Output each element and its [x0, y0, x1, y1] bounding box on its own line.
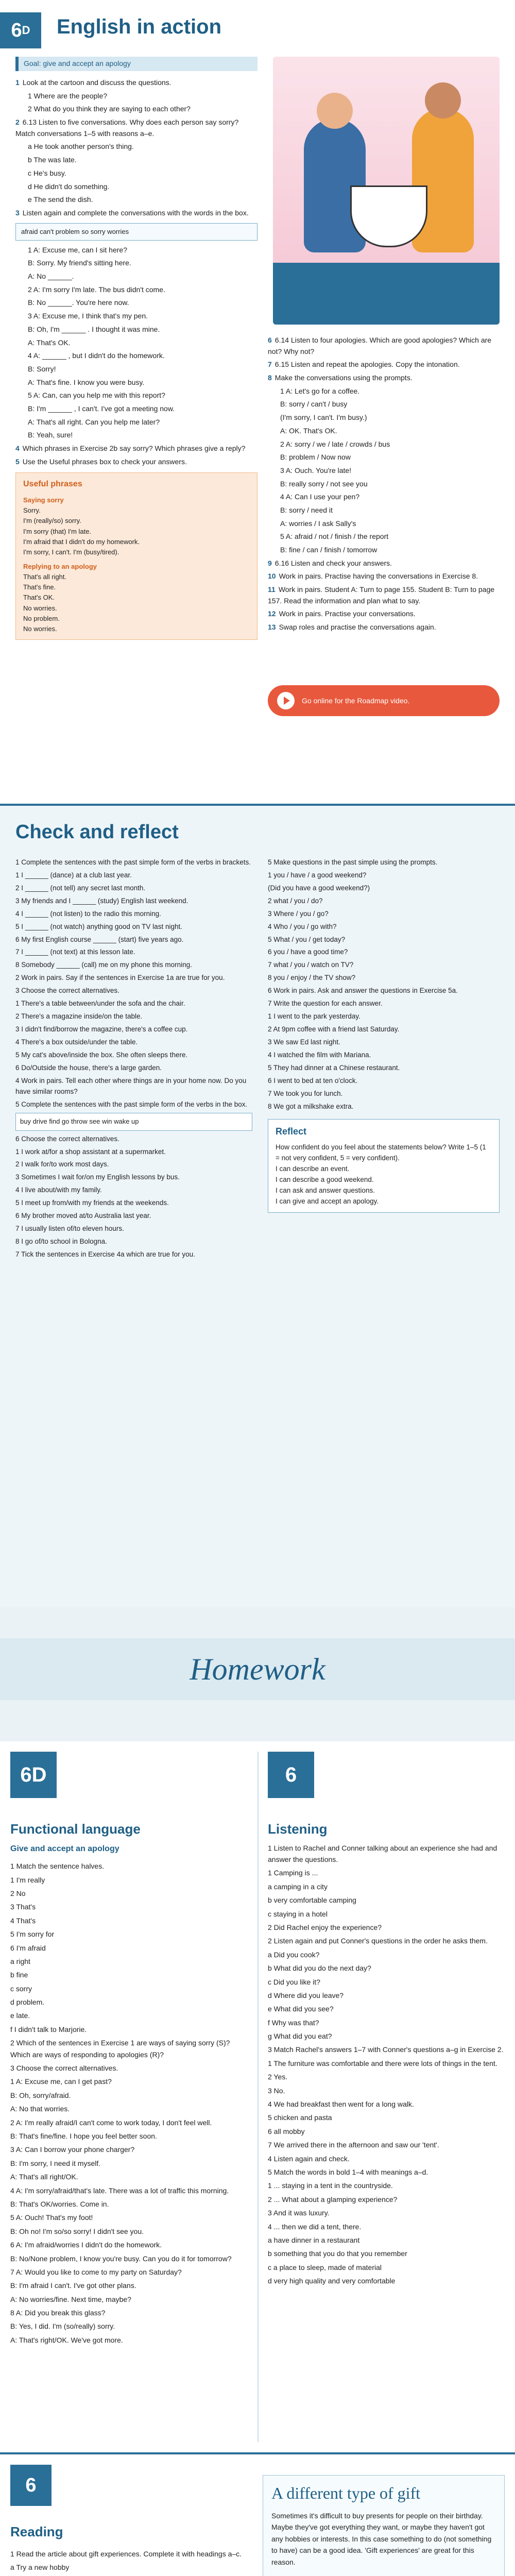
useful-phrase: That's OK.: [23, 594, 55, 602]
exercise-line[interactable]: A: That's all right/OK.: [10, 2173, 78, 2181]
reflect-title: Reflect: [276, 1126, 307, 1137]
exercise-line[interactable]: B: That's fine/fine. I hope you feel better soon.: [10, 2132, 157, 2140]
exercise-line[interactable]: a right: [10, 1957, 30, 1965]
functional-language-title: Functional language: [10, 1821, 141, 1837]
exercise-9: [268, 558, 500, 569]
ex8-line[interactable]: B: fine / can / finish / tomorrow: [280, 546, 377, 554]
check-item[interactable]: 4 There's a box outside/under the table.: [15, 1038, 138, 1046]
ex-instruction: Which phrases in Exercise 2b say sorry? Which phrases give a reply?: [22, 444, 246, 453]
check-item[interactable]: 5 They had dinner at a Chinese restaurant.: [268, 1063, 400, 1072]
ex2-item: c He's busy.: [28, 168, 66, 177]
exercise-line[interactable]: a camping in a city: [268, 1882, 328, 1891]
ex8-line[interactable]: B: problem / Now now: [280, 453, 351, 462]
goal-bar: Goal: give and accept an apology: [15, 57, 258, 71]
ex-number: 5: [15, 457, 20, 466]
exercise-line[interactable]: 3 And it was luxury.: [268, 2209, 330, 2217]
ex3-line[interactable]: 3 A: Excuse me, I think that's my pen.: [28, 312, 148, 320]
article-title: A different type of gift: [271, 2484, 421, 2502]
check-item[interactable]: 4 I watched the film with Mariana.: [268, 1050, 371, 1059]
ex3-line[interactable]: B: Oh, I'm ______ . I thought it was mine.: [28, 325, 160, 333]
check-item[interactable]: 1 you / have / a good weekend?: [268, 871, 367, 879]
homework-section: [0, 1607, 515, 1741]
check-item[interactable]: 3 My friends and I ______ (study) English last weekend.: [15, 896, 188, 905]
exercise-line[interactable]: b very comfortable camping: [268, 1896, 356, 1905]
exercise-1: [15, 77, 258, 89]
exercise-2: [15, 117, 258, 139]
check-item[interactable]: 2 what / you / do?: [268, 896, 323, 905]
useful-phrase: No worries.: [23, 604, 57, 612]
listening-items: [268, 1842, 505, 2287]
exercise-line[interactable]: 4 A: I'm sorry/afraid/that's late. There was a lot of traffic this morning.: [10, 2186, 229, 2195]
online-video-banner[interactable]: [268, 685, 500, 716]
article-panel: [263, 2475, 505, 2576]
ex2-item: a He took another person's thing.: [28, 142, 134, 151]
ex-instruction: Listen again and complete the conversations with the words in the box.: [22, 208, 249, 217]
exercise-line[interactable]: a have dinner in a restaurant: [268, 2235, 360, 2244]
exercise-line[interactable]: 1 The furniture was comfortable and there were lots of things in the tent.: [268, 2059, 497, 2067]
ex3-line[interactable]: B: Sorry!: [28, 364, 56, 373]
ex2-item: d He didn't do something.: [28, 182, 110, 191]
ex-number: 8: [268, 374, 272, 382]
exercise-12: [268, 608, 500, 620]
article-paragraph: [271, 2574, 496, 2576]
check-item[interactable]: (Did you have a good weekend?): [268, 884, 370, 892]
check-item[interactable]: 2 At 9pm coffee with a friend last Saturday.: [268, 1025, 400, 1033]
useful-phrase: That's all right.: [23, 573, 67, 581]
exercise-line[interactable]: e late.: [10, 2011, 30, 2020]
reading-line[interactable]: a Try a new hobby: [10, 2563, 70, 2571]
useful-title: Useful phrases: [23, 480, 82, 489]
ex3-line[interactable]: B: I'm ______ , I can't. I've got a meeting now.: [28, 404, 175, 413]
check-item[interactable]: 8 We got a milkshake extra.: [268, 1102, 354, 1110]
check-item[interactable]: 2 There's a magazine inside/on the table.: [15, 1012, 143, 1021]
functional-language-subtitle: Give and accept an apology: [10, 1844, 119, 1853]
ex8-line[interactable]: 5 A: afraid / not / finish / the report: [280, 532, 389, 541]
exercise-6: [268, 335, 500, 357]
exercise-line[interactable]: B: Oh no! I'm so/so sorry! I didn't see you.: [10, 2227, 144, 2235]
ex-instruction: Use the Useful phrases box to check your answers.: [22, 457, 187, 466]
reflect-item[interactable]: I can ask and answer questions.: [276, 1187, 375, 1195]
ex-instruction: 6.15 Listen and repeat the apologies. Copy the intonation.: [274, 360, 460, 369]
check-item[interactable]: 6 Do/Outside the house, there's a large garden.: [15, 1063, 162, 1072]
exercise-line[interactable]: 3 A: Can I borrow your phone charger?: [10, 2145, 135, 2154]
exercise-13: [268, 622, 500, 633]
ex-instruction: Work in pairs. Practise your conversations.: [279, 609, 416, 618]
check-item[interactable]: 3 Choose the correct alternatives.: [15, 987, 119, 995]
ex-instruction: 6.16 Listen and check your answers.: [274, 558, 392, 567]
exercise-5: [15, 456, 258, 468]
ex-number: 2: [15, 118, 20, 127]
english-in-action-page: [0, 0, 515, 804]
exercise-line[interactable]: A: No that worries.: [10, 2105, 70, 2113]
exercise-line[interactable]: c sorry: [10, 1984, 32, 1993]
check-item[interactable]: 6 Work in pairs. Ask and answer the questions in Exercise 5a.: [268, 987, 458, 995]
unit-tab: 6: [10, 2465, 52, 2506]
check-item[interactable]: 6 My first English course ______ (start) five years ago.: [15, 935, 184, 943]
ex-number: 7: [268, 360, 272, 369]
exercise-3: [15, 208, 258, 219]
check-item[interactable]: 7 We took you for lunch.: [268, 1089, 343, 1097]
check-item[interactable]: 2 I ______ (not tell) any secret last month.: [15, 884, 146, 892]
article-paragraph: Sometimes it's difficult to buy presents for people on their birthday. Maybe they've got everything they want, or maybe they haven't got any hobbies or interests. In this case something to do (not something to have) can be a good idea. 'Gift experiences' are great for this reason.: [271, 2512, 492, 2566]
ex8-line[interactable]: A: OK. That's OK.: [280, 426, 337, 435]
exercise-line[interactable]: A: That's right/OK. We've got more.: [10, 2335, 123, 2344]
ex-number: 12: [268, 609, 276, 618]
exercise-line[interactable]: a Did you cook?: [268, 1950, 320, 1959]
check-item[interactable]: 1 I work at/for a shop assistant at a supermarket.: [15, 1147, 166, 1156]
listening-column: [268, 1819, 505, 2289]
unit-tab-right: 6: [268, 1752, 314, 1798]
unit-tab-left: 6D: [10, 1752, 57, 1798]
ex-instruction: Swap roles and practise the conversations again.: [279, 623, 436, 632]
exercise-line[interactable]: 5 Match the words in bold 1–4 with meanings a–d.: [268, 2167, 428, 2176]
useful-phrase: No worries.: [23, 624, 57, 633]
check-right-column: [268, 857, 500, 1213]
ex3-line[interactable]: A: No ______.: [28, 272, 74, 281]
exercise-line[interactable]: 3 That's: [10, 1903, 36, 1911]
check-item[interactable]: 3 Where / you / go?: [268, 909, 329, 918]
ex-instruction: Make the conversations using the prompts.: [274, 374, 413, 382]
exercise-line[interactable]: 2 Listen again and put Conner's questions in the order he asks them.: [268, 1937, 488, 1945]
ex8-line[interactable]: B: sorry / can't / busy: [280, 400, 348, 409]
exercise-line[interactable]: 1 Match the sentence halves.: [10, 1862, 105, 1871]
exercise-line[interactable]: 4 Listen again and check.: [268, 2154, 350, 2163]
exercise-line[interactable]: 2 Which of the sentences in Exercise 1 are ways of saying sorry (S)? Which are ways of responding to apologies (R)?: [10, 2039, 230, 2059]
exercise-line[interactable]: b fine: [10, 1971, 28, 1979]
exercise-line[interactable]: 5 chicken and pasta: [268, 2113, 332, 2122]
ex2-item: e The send the dish.: [28, 195, 93, 204]
exercise-line[interactable]: c staying in a hotel: [268, 1909, 328, 1918]
useful-phrase: That's fine.: [23, 583, 56, 591]
play-icon[interactable]: [277, 692, 295, 709]
exercise-line[interactable]: 1 ... staying in a tent in the countryside.: [268, 2181, 393, 2190]
check-item[interactable]: 4 Who / you / go with?: [268, 922, 337, 930]
reflect-box: [268, 1119, 500, 1212]
check-item[interactable]: 6 you / have a good time?: [268, 948, 348, 956]
useful-heading: Replying to an apology: [23, 563, 97, 571]
homework-page: [0, 1741, 515, 2452]
ex-number: 10: [268, 572, 276, 581]
exercise-line[interactable]: 8 A: Did you break this glass?: [10, 2309, 106, 2317]
exercise-line[interactable]: 1 A: Excuse me, can I get past?: [10, 2077, 112, 2086]
online-label: Go online for the Roadmap video.: [302, 697, 410, 705]
check-item[interactable]: 3 I didn't find/borrow the magazine, there's a coffee cup.: [15, 1025, 188, 1033]
reflect-text: How confident do you feel about the statements below? Write 1–5 (1 = not very confident, 5 = very confident).: [276, 1143, 486, 1162]
check-and-reflect-page: [0, 804, 515, 1607]
person-head: [317, 93, 353, 129]
exercise-line[interactable]: b something that you do that you remember: [268, 2249, 407, 2258]
check-item[interactable]: 5 What / you / get today?: [268, 935, 346, 943]
listening-title: Listening: [268, 1821, 328, 1837]
ex-number: 11: [268, 585, 276, 594]
ex1-item: 1 Where are the people?: [28, 91, 108, 100]
exercise-line[interactable]: 5 A: Ouch! That's my foot!: [10, 2213, 93, 2222]
exercise-line[interactable]: 6 A: I'm afraid/worries I didn't do the homework.: [10, 2241, 162, 2249]
person-head: [425, 82, 461, 118]
ex-instruction: Look at the cartoon and discuss the questions.: [22, 78, 171, 87]
word-box: afraid can't problem so sorry worries: [15, 223, 258, 241]
ex8-line[interactable]: 2 A: sorry / we / late / crowds / bus: [280, 439, 390, 448]
check-item[interactable]: 4 Work in pairs. Tell each other where things are in your home now. Do you have similar rooms?: [15, 1076, 247, 1095]
ex-instruction: 6.14 Listen to four apologies. Which are good apologies? Which are not? Why not?: [268, 336, 492, 355]
exercise-7: [268, 359, 500, 370]
exercise-line[interactable]: 5 I'm sorry for: [10, 1930, 55, 1939]
exercise-line[interactable]: 2 Did Rachel enjoy the experience?: [268, 1923, 382, 1931]
check-item[interactable]: 7 Write the question for each answer.: [268, 999, 383, 1008]
ex8-line[interactable]: (I'm sorry, I can't. I'm busy.): [280, 413, 367, 422]
check-item[interactable]: 5 I meet up from/with my friends at the weekends.: [15, 1199, 169, 1207]
check-left-column: [15, 857, 252, 1262]
exercise-line[interactable]: b What did you do the next day?: [268, 1964, 371, 1973]
exercise-line[interactable]: 1 Listen to Rachel and Conner talking about an experience she had and answer the questions.: [268, 1843, 497, 1863]
exercise-line[interactable]: 4 ... then we did a tent, there.: [268, 2222, 362, 2231]
exercise-line[interactable]: d problem.: [10, 1998, 45, 2007]
exercise-line[interactable]: B: That's OK/worries. Come in.: [10, 2199, 109, 2208]
exercise-line[interactable]: 4 That's: [10, 1916, 36, 1925]
check-item[interactable]: 4 I live about/with my family.: [15, 1186, 102, 1194]
useful-phrases-box: [15, 472, 258, 640]
ex-number: 13: [268, 623, 276, 632]
ex8-line[interactable]: 3 A: Ouch. You're late!: [280, 466, 352, 474]
exercise-line[interactable]: A: No worries/fine. Next time, maybe?: [10, 2295, 131, 2303]
useful-phrase: I'm sorry (that) I'm late.: [23, 527, 92, 535]
exercise-line[interactable]: B: Oh, sorry/afraid.: [10, 2091, 71, 2099]
reflect-item[interactable]: I can describe a good weekend.: [276, 1176, 374, 1184]
right-column: [268, 335, 500, 635]
reflect-item[interactable]: I can give and accept an apology.: [276, 1197, 379, 1205]
functional-language-column: [10, 1819, 247, 2348]
check-item[interactable]: 7 Tick the sentences in Exercise 4a which are true for you.: [15, 1250, 195, 1258]
check-item[interactable]: 2 Work in pairs. Say if the sentences in Exercise 1a are true for you.: [15, 974, 225, 982]
useful-phrase: Sorry.: [23, 506, 41, 515]
exercise-line[interactable]: c a place to sleep, made of material: [268, 2263, 382, 2272]
ex8-line[interactable]: A: worries / I ask Sally's: [280, 519, 356, 528]
ex8-line[interactable]: B: really sorry / not see you: [280, 479, 368, 488]
check-item[interactable]: 1 There's a table between/under the sofa and the chair.: [15, 999, 185, 1008]
unit-letter: D: [22, 24, 30, 37]
ex8-line[interactable]: B: sorry / need it: [280, 505, 333, 514]
exercise-line[interactable]: 6 I'm afraid: [10, 1943, 46, 1952]
ex-instruction: Work in pairs. Practise having the conversations in Exercise 8.: [279, 572, 478, 581]
exercise-line[interactable]: B: No/None problem, I know you're busy. Can you do it for tomorrow?: [10, 2254, 232, 2263]
exercise-line[interactable]: B: Yes, I did. I'm (so/really) sorry.: [10, 2322, 115, 2331]
reading-page: [0, 2452, 515, 2576]
column-divider: [258, 1752, 259, 2442]
exercise-line[interactable]: 6 all mobby: [268, 2127, 305, 2136]
exercise-line[interactable]: 3 Match Rachel's answers 1–7 with Conner's questions a–g in Exercise 2.: [268, 2045, 504, 2054]
exercise-line[interactable]: d very high quality and very comfortable: [268, 2277, 396, 2285]
exercise-line[interactable]: 3 Choose the correct alternatives.: [10, 2064, 118, 2073]
ex1-item: 2 What do you think they are saying to each other?: [28, 105, 191, 113]
ex-number: 6: [268, 336, 272, 344]
cartoon-illustration: [273, 57, 500, 325]
exercise-11: [268, 584, 500, 606]
check-reflect-title: Check and reflect: [15, 821, 179, 843]
ex2-item: b The was late.: [28, 156, 77, 164]
exercise-10: [268, 571, 500, 582]
check-item[interactable]: 3 Sometimes I wait for/on my English lessons by bus.: [15, 1173, 180, 1181]
ex3-line[interactable]: 4 A: ______ , but I didn't do the homework.: [28, 351, 165, 360]
exercise-line[interactable]: 4 We had breakfast then went for a long walk.: [268, 2100, 414, 2109]
ex3-line[interactable]: B: No ______. You're here now.: [28, 298, 129, 307]
ex-number: 1: [15, 78, 20, 87]
check-item[interactable]: 7 I usually listen of/to eleven hours.: [15, 1225, 124, 1233]
check-item[interactable]: 6 I went to bed at ten o'clock.: [268, 1076, 358, 1084]
check-item[interactable]: 2 I walk for/to work most days.: [15, 1160, 109, 1168]
unit-tab: [0, 12, 41, 48]
check-item[interactable]: 8 Somebody ______ (call) me on my phone this morning.: [15, 961, 192, 969]
ex3-line[interactable]: B: Yeah, sure!: [28, 431, 73, 439]
reading-items: [10, 2548, 247, 2576]
exercise-line[interactable]: f Why was that?: [268, 2018, 319, 2027]
check-item[interactable]: 7 what / you / watch on TV?: [268, 961, 354, 969]
check-item[interactable]: 8 you / enjoy / the TV show?: [268, 974, 356, 982]
check-item[interactable]: 7 I ______ (not text) at this lesson late.: [15, 948, 135, 956]
ex8-line[interactable]: 4 A: Can I use your pen?: [280, 493, 360, 501]
check-item[interactable]: 3 We saw Ed last night.: [268, 1038, 340, 1046]
check-item[interactable]: 5 Complete the sentences with the past simple form of the verbs in the box.: [15, 1100, 248, 1108]
useful-phrase: No problem.: [23, 614, 60, 622]
ex3-line[interactable]: A: That's OK.: [28, 338, 71, 347]
exercise-8: [268, 372, 500, 384]
ex3-line[interactable]: 5 A: Can, can you help me with this report?: [28, 391, 165, 400]
reading-title: Reading: [10, 2524, 63, 2539]
unit-number: 6: [11, 19, 22, 41]
reading-column: [10, 2521, 247, 2576]
exercise-line[interactable]: B: I'm afraid I can't. I've got other plans.: [10, 2281, 136, 2290]
check-item[interactable]: 4 I ______ (not listen) to the radio this morning.: [15, 909, 161, 918]
exercise-line[interactable]: d Where did you leave?: [268, 1991, 344, 1999]
useful-phrase: I'm (really/so) sorry.: [23, 517, 81, 525]
ex3-line[interactable]: A: That's all right. Can you help me later?: [28, 417, 160, 426]
exercise-4: [15, 443, 258, 454]
exercise-line[interactable]: g What did you eat?: [268, 2032, 332, 2041]
exercise-line[interactable]: 2 ... What about a glamping experience?: [268, 2195, 398, 2204]
ex3-line[interactable]: 1 A: Excuse me, can I sit here?: [28, 245, 127, 254]
exercise-line[interactable]: e What did you see?: [268, 2005, 334, 2013]
useful-phrase: I'm afraid that I didn't do my homework.: [23, 537, 140, 546]
exercise-line[interactable]: 2 Yes.: [268, 2073, 288, 2081]
check-item[interactable]: 5 Make questions in the past simple using the prompts.: [268, 858, 438, 866]
exercise-line[interactable]: f I didn't talk to Marjorie.: [10, 2025, 87, 2033]
homework-banner: Homework: [0, 1638, 515, 1700]
ex-number: 4: [15, 444, 20, 453]
check-item[interactable]: 5 I ______ (not watch) anything good on TV last night.: [15, 922, 182, 930]
exercise-line[interactable]: c Did you like it?: [268, 1977, 320, 1986]
ex-number: 9: [268, 558, 272, 567]
ex-instruction: 6.13 Listen to five conversations. Why does each person say sorry? Match conversations 1–5 with reasons a–e.: [15, 118, 239, 138]
check-item[interactable]: 1 Complete the sentences with the past simple form of the verbs in brackets.: [15, 858, 251, 866]
reflect-item[interactable]: I can describe an event.: [276, 1165, 350, 1173]
exercise-line[interactable]: 1 Camping is ...: [268, 1869, 318, 1877]
exercise-line[interactable]: 1 I'm really: [10, 1875, 45, 1884]
ex3-line[interactable]: A: That's fine. I know you were busy.: [28, 378, 145, 386]
useful-phrase: I'm sorry, I can't. I'm (busy/tired).: [23, 548, 119, 556]
check-item[interactable]: 6 Choose the correct alternatives.: [15, 1134, 119, 1143]
check-item[interactable]: 1 I went to the park yesterday.: [268, 1012, 360, 1021]
exercise-line[interactable]: 7 We arrived there in the afternoon and saw our 'tent'.: [268, 2141, 439, 2149]
page-title: English in action: [57, 15, 222, 38]
ex3-line[interactable]: B: Sorry. My friend's sitting here.: [28, 259, 131, 267]
reading-line[interactable]: 1 Read the article about gift experiences. Complete it with headings a–c.: [10, 2549, 242, 2558]
check-item[interactable]: 8 I go of/to school in Bologna.: [15, 1237, 107, 1245]
verb-box: buy drive find go throw see win wake up: [15, 1113, 252, 1130]
ex3-line[interactable]: 2 A: I'm sorry I'm late. The bus didn't come.: [28, 285, 165, 294]
illustration-ground: [273, 263, 500, 325]
check-item[interactable]: 5 My cat's above/inside the box. She often sleeps there.: [15, 1050, 188, 1059]
left-column: [15, 77, 258, 640]
ex8-line[interactable]: 1 A: Let's go for a coffee.: [280, 386, 360, 395]
exercise-line[interactable]: B: I'm sorry, I need it myself.: [10, 2159, 101, 2167]
check-item[interactable]: 1 I ______ (dance) at a club last year.: [15, 871, 132, 879]
check-item[interactable]: 6 My brother moved at/to Australia last year.: [15, 1212, 151, 1220]
functional-items: [10, 1860, 247, 2346]
useful-heading: Saying sorry: [23, 496, 64, 504]
ex-number: 3: [15, 208, 20, 217]
exercise-line[interactable]: 3 No.: [268, 2086, 285, 2095]
exercise-line[interactable]: 2 No: [10, 1889, 26, 1897]
exercise-line[interactable]: 7 A: Would you like to come to my party on Saturday?: [10, 2267, 182, 2276]
exercise-line[interactable]: 2 A: I'm really afraid/I can't come to work today, I don't feel well.: [10, 2118, 212, 2127]
ex-instruction: Work in pairs. Student A: Turn to page 155. Student B: Turn to page 157. Read the information and plan what to say.: [268, 585, 495, 605]
